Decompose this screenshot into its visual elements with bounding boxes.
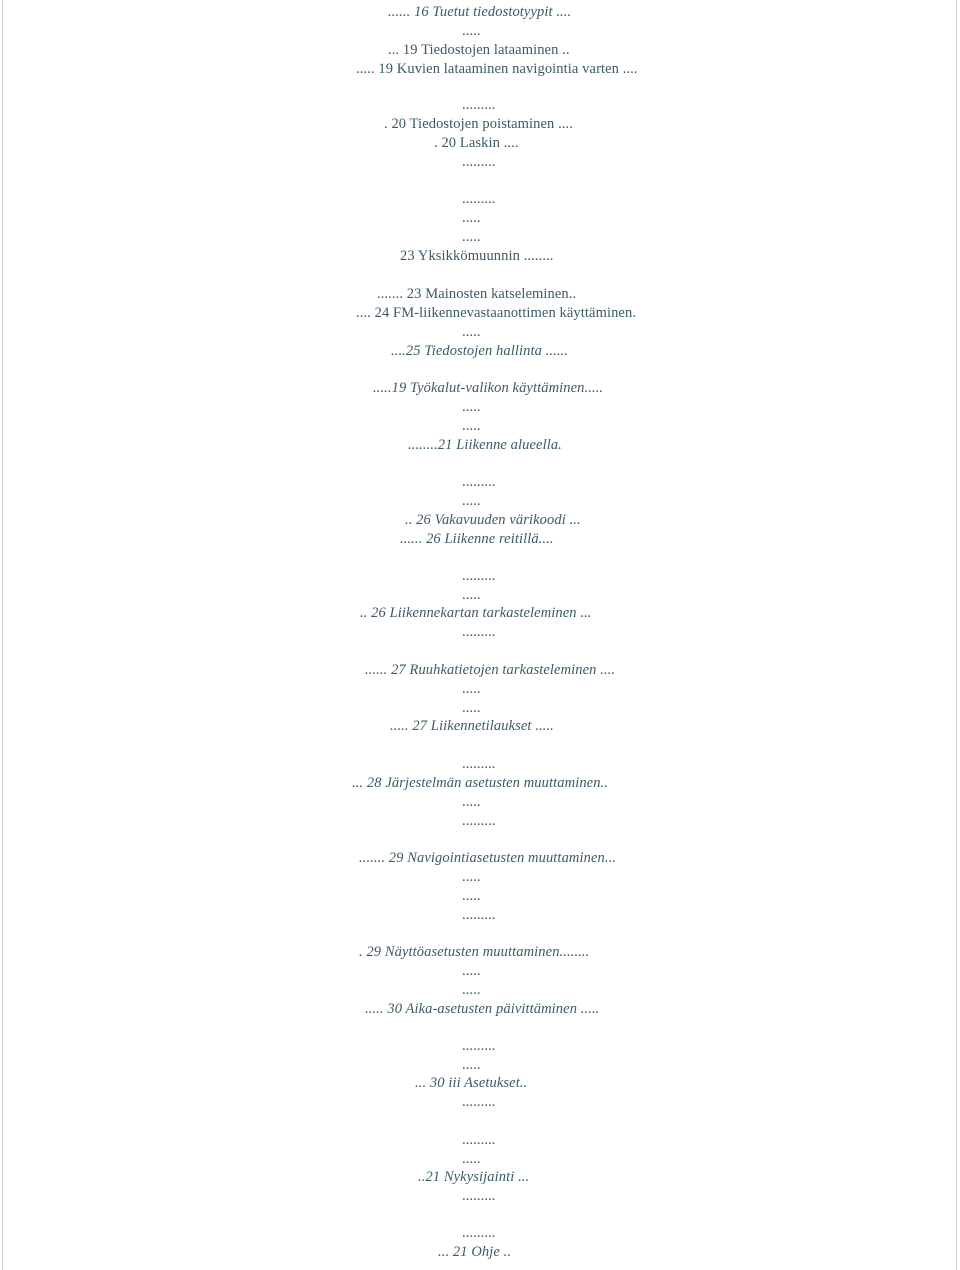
toc-line: ..... [462, 963, 481, 979]
toc-line: . 20 Laskin .... [434, 135, 519, 151]
toc-line: ........21 Liikenne alueella. [408, 437, 562, 453]
toc-line: .....19 Työkalut-valikon käyttäminen..... [373, 380, 604, 396]
toc-line: ......... [462, 1038, 496, 1054]
toc-line: . 20 Tiedostojen poistaminen .... [384, 116, 573, 132]
toc-line: . 29 Näyttöasetusten muuttaminen........ [359, 944, 590, 960]
toc-line: ..... [462, 23, 481, 39]
toc-line: ..... [462, 493, 481, 509]
toc-line: ....... 23 Mainosten katseleminen.. [377, 286, 577, 302]
toc-line: ......... [462, 191, 496, 207]
toc-line: .. 26 Liikennekartan tarkasteleminen ... [360, 605, 592, 621]
toc-line: ..... 27 Liikennetilaukset ..... [390, 718, 554, 734]
toc-line: ..... [462, 1057, 481, 1073]
toc-line: ......... [462, 813, 496, 829]
toc-line: ..... [462, 229, 481, 245]
toc-line: ......... [462, 1094, 496, 1110]
toc-line: ......... [462, 1188, 496, 1204]
toc-line: ... 21 Ohje .. [438, 1244, 512, 1260]
toc-line: ... 19 Tiedostojen lataaminen .. [388, 42, 570, 58]
toc-line: ......... [462, 756, 496, 772]
toc-line: ......... [462, 907, 496, 923]
toc-line: .... 24 FM-liikennevastaanottimen käyttäminen. [356, 305, 637, 321]
toc-line: ..... [462, 700, 481, 716]
toc-line: ....... 29 Navigointiasetusten muuttaminen... [359, 850, 617, 866]
toc-line: .. 26 Vakavuuden värikoodi ... [405, 512, 581, 528]
toc-line: ...... 16 Tuetut tiedostotyypit .... [388, 4, 572, 20]
toc-line: ..21 Nykysijainti ... [418, 1169, 530, 1185]
toc-line: ......... [462, 1225, 496, 1241]
toc-line: ..... [462, 982, 481, 998]
toc-line: ..... [462, 794, 481, 810]
toc-line: ......... [462, 97, 496, 113]
toc-line: ..... [462, 681, 481, 697]
toc-line: ..... [462, 210, 481, 226]
toc-line: ... 30 iii Asetukset.. [415, 1075, 528, 1091]
toc-line: ..... 30 Aika-asetusten päivittäminen ..... [365, 1001, 600, 1017]
toc-line: ......... [462, 568, 496, 584]
toc-line: ..... [462, 418, 481, 434]
toc-line: ......... [462, 474, 496, 490]
toc-line: ...... 26 Liikenne reitillä.... [400, 531, 554, 547]
toc-line: ..... [462, 869, 481, 885]
toc-line: ...... 27 Ruuhkatietojen tarkasteleminen .... [365, 662, 616, 678]
toc-line: ..... [462, 324, 481, 340]
toc-line: ......... [462, 1132, 496, 1148]
toc-line: ......... [462, 154, 496, 170]
toc-line: 23 Yksikkömuunnin ........ [400, 248, 554, 264]
toc-line: ......... [462, 624, 496, 640]
toc-line: ....25 Tiedostojen hallinta ...... [391, 343, 569, 359]
toc-line: ..... 19 Kuvien lataaminen navigointia varten .... [356, 61, 638, 77]
toc-line: ..... [462, 888, 481, 904]
toc-line: ..... [462, 1151, 481, 1167]
toc-line: ..... [462, 399, 481, 415]
toc-line: ... 28 Järjestelmän asetusten muuttaminen.. [352, 775, 609, 791]
toc-line: ..... [462, 587, 481, 603]
